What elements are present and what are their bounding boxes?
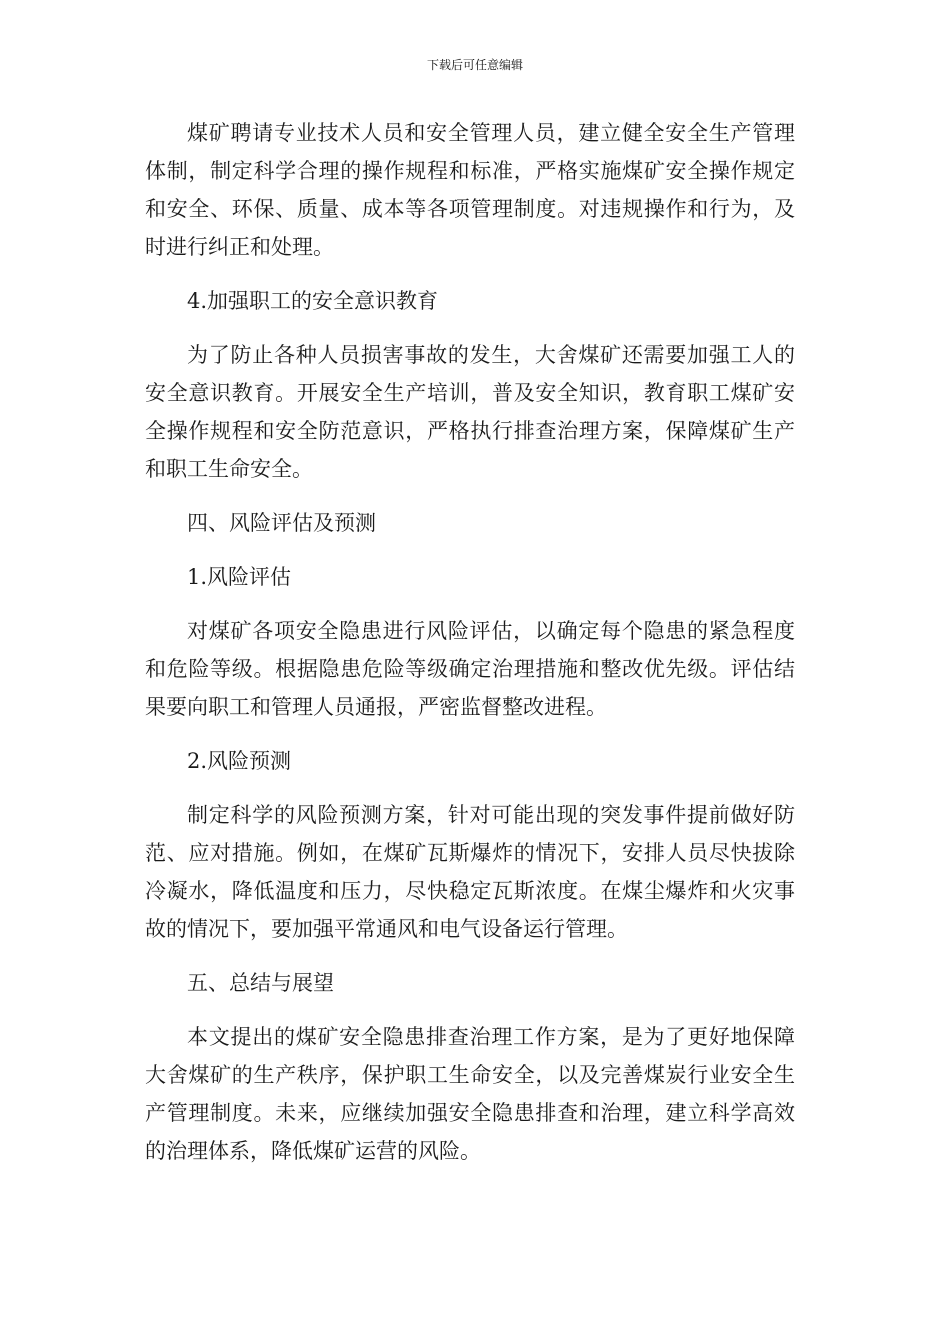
paragraph-safety-education: 为了防止各种人员损害事故的发生，大舍煤矿还需要加强工人的安全意识教育。开展安全生产培训，普及安全知识，教育职工煤矿安全操作规程和安全防范意识，严格执行排查治理方案，保障煤矿生产和职工生命安全。 xyxy=(145,343,795,481)
heading-risk-assessment-prediction: 四、风险评估及预测 xyxy=(187,511,376,535)
header-note: 下载后可任意编辑 xyxy=(426,58,523,72)
document-body xyxy=(145,114,795,1186)
heading-safety-education: 4.加强职工的安全意识教育 xyxy=(187,289,439,313)
heading-summary-outlook: 五、总结与展望 xyxy=(187,971,334,995)
heading-risk-prediction: 2.风险预测 xyxy=(187,749,292,773)
paragraph-summary-outlook: 本文提出的煤矿安全隐患排查治理工作方案，是为了更好地保障大舍煤矿的生产秩序，保护职工生命安全，以及完善煤炭行业安全生产管理制度。未来，应继续加强安全隐患排查和治理，建立科学高效的治理体系，降低煤矿运营的风险。 xyxy=(145,1025,795,1163)
paragraph-risk-prediction: 制定科学的风险预测方案，针对可能出现的突发事件提前做好防范、应对措施。例如，在煤矿瓦斯爆炸的情况下，安排人员尽快拔除冷凝水，降低温度和压力，尽快稳定瓦斯浓度。在煤尘爆炸和火灾事故的情况下，要加强平常通风和电气设备运行管理。 xyxy=(145,803,795,941)
heading-risk-assessment: 1.风险评估 xyxy=(187,565,292,589)
paragraph-risk-assessment: 对煤矿各项安全隐患进行风险评估，以确定每个隐患的紧急程度和危险等级。根据隐患危险等级确定治理措施和整改优先级。评估结果要向职工和管理人员通报，严密监督整改进程。 xyxy=(145,619,795,719)
paragraph-management-system: 煤矿聘请专业技术人员和安全管理人员，建立健全安全生产管理体制，制定科学合理的操作规程和标准，严格实施煤矿安全操作规定和安全、环保、质量、成本等各项管理制度。对违规操作和行为，及时进行纠正和处理。 xyxy=(145,121,795,259)
